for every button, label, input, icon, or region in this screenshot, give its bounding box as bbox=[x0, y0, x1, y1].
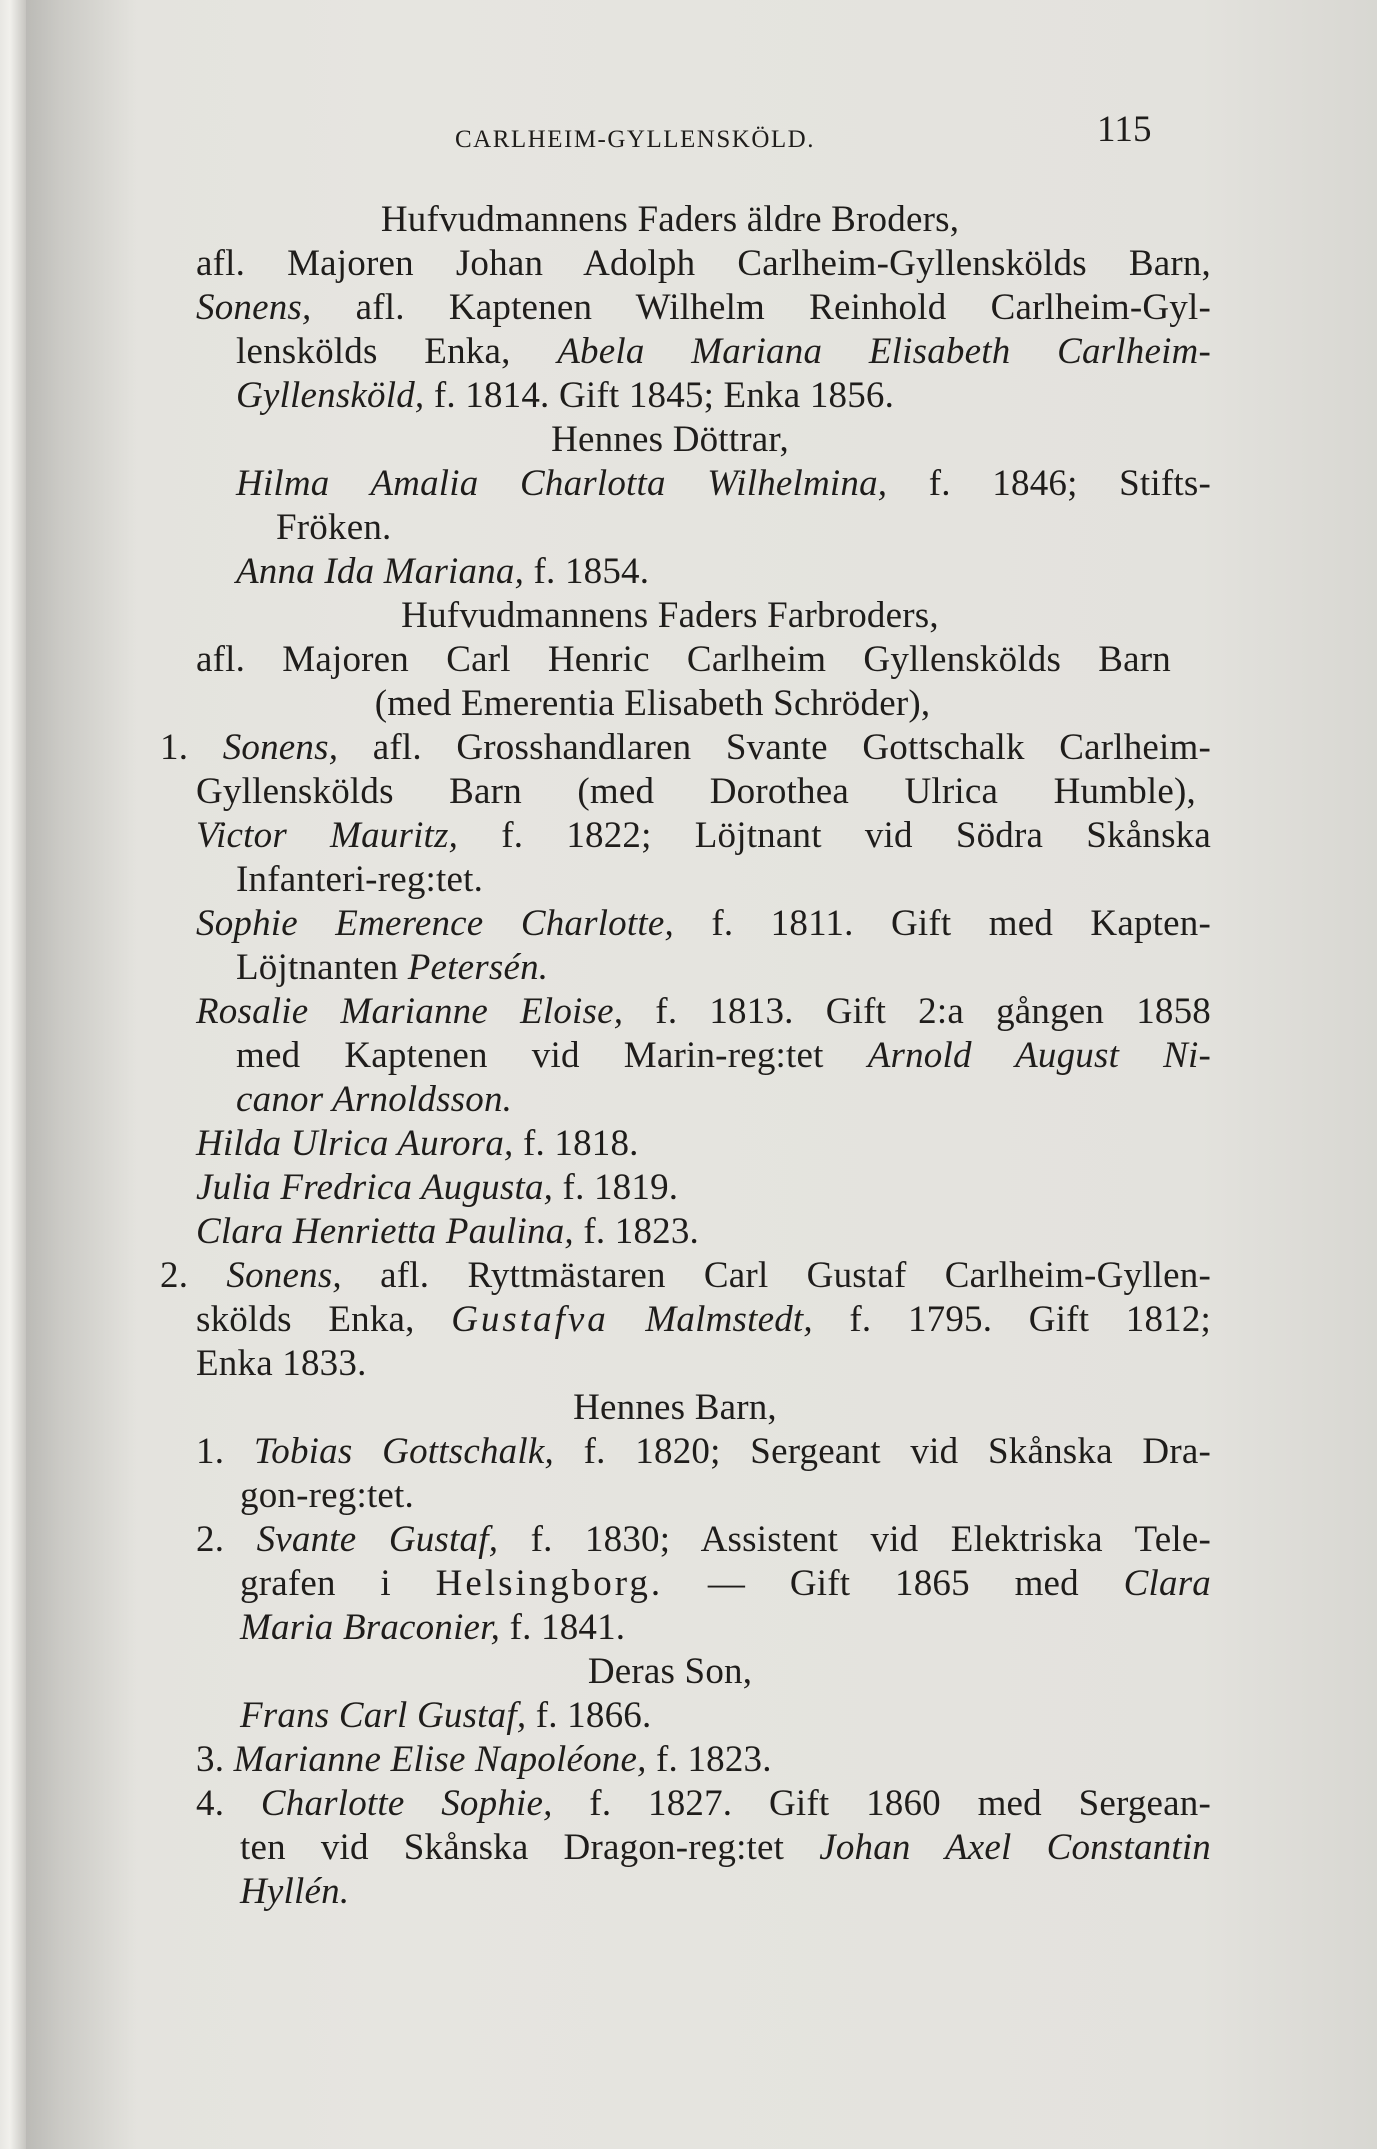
text-line: Hilda Ulrica Aurora, f. 1818. bbox=[196, 1123, 639, 1164]
subsection-heading: Hennes Barn, bbox=[573, 1387, 777, 1428]
text-line: Anna Ida Mariana, f. 1854. bbox=[236, 551, 650, 592]
text-line: 2. Sonens, afl. Ryttmästaren Carl Gustaf Carlheim-Gyllen- bbox=[160, 1255, 1211, 1296]
binding-gutter-shadow bbox=[26, 0, 136, 2149]
text-line: Infanteri-reg:tet. bbox=[236, 859, 484, 900]
text-line: Fröken. bbox=[276, 507, 392, 548]
text-line: Clara Henrietta Paulina, f. 1823. bbox=[196, 1211, 699, 1252]
section-heading: Hufvudmannens Faders äldre Broders, bbox=[380, 199, 960, 240]
text-line: Sonens, afl. Kaptenen Wilhelm Reinhold Carlheim-Gyl- bbox=[196, 287, 1211, 328]
text-line: gon-reg:tet. bbox=[240, 1475, 414, 1516]
text-line: skölds Enka, Gustafva Malmstedt, f. 1795. Gift 1812; bbox=[196, 1299, 1212, 1340]
text-line: Gyllensköld, f. 1814. Gift 1845; Enka 1856. bbox=[236, 375, 895, 416]
page-edge bbox=[0, 0, 26, 2149]
text-line: Gyllenskölds Barn (med Dorothea Ulrica Humble), bbox=[196, 771, 1196, 812]
text-line: lenskölds Enka, Abela Mariana Elisabeth Carlheim- bbox=[236, 331, 1211, 372]
text-line: afl. Majoren Johan Adolph Carlheim-Gyllenskölds Barn, bbox=[196, 243, 1211, 284]
text-line: Victor Mauritz, f. 1822; Löjtnant vid Södra Skånska bbox=[196, 815, 1211, 856]
text-line: Sophie Emerence Charlotte, f. 1811. Gift med Kapten- bbox=[196, 903, 1211, 944]
text-line: ten vid Skånska Dragon-reg:tet Johan Axel Constantin bbox=[240, 1827, 1211, 1868]
text-line: Löjtnanten Petersén. bbox=[236, 947, 549, 988]
text-line: Frans Carl Gustaf, f. 1866. bbox=[240, 1695, 652, 1736]
text-line: (med Emerentia Elisabeth Schröder), bbox=[374, 683, 931, 724]
text-line: afl. Majoren Carl Henric Carlheim Gyllenskölds Barn bbox=[196, 639, 1171, 680]
text-line: Hyllén. bbox=[240, 1871, 350, 1912]
text-line: Maria Braconier, f. 1841. bbox=[240, 1607, 626, 1648]
section-heading: Hufvudmannens Faders Farbroders, bbox=[401, 595, 939, 636]
text-line: Enka 1833. bbox=[196, 1343, 367, 1384]
running-header: CARLHEIM-GYLLENSKÖLD. bbox=[455, 126, 815, 153]
text-line: med Kaptenen vid Marin-reg:tet Arnold August Ni- bbox=[236, 1035, 1211, 1076]
text-line: canor Arnoldsson. bbox=[236, 1079, 513, 1120]
text-line: 1. Sonens, afl. Grosshandlaren Svante Gottschalk Carlheim- bbox=[160, 727, 1211, 768]
subsection-heading: Deras Son, bbox=[587, 1651, 753, 1692]
text-line: 3. Marianne Elise Napoléone, f. 1823. bbox=[196, 1739, 772, 1780]
text-line: 2. Svante Gustaf, f. 1830; Assistent vid Elektriska Tele- bbox=[196, 1519, 1212, 1560]
text-line: Julia Fredrica Augusta, f. 1819. bbox=[196, 1167, 679, 1208]
text-line: 1. Tobias Gottschalk, f. 1820; Sergeant vid Skånska Dra- bbox=[196, 1431, 1212, 1472]
text-line: 4. Charlotte Sophie, f. 1827. Gift 1860 med Sergean- bbox=[196, 1783, 1212, 1824]
page-number: 115 bbox=[1097, 109, 1152, 150]
subsection-heading: Hennes Döttrar, bbox=[551, 419, 789, 460]
text-line: Hilma Amalia Charlotta Wilhelmina, f. 1846; Stifts- bbox=[236, 463, 1211, 504]
text-line: grafen i Helsingborg. — Gift 1865 med Clara bbox=[240, 1563, 1211, 1604]
text-line: Rosalie Marianne Eloise, f. 1813. Gift 2:a gången 1858 bbox=[196, 991, 1211, 1032]
